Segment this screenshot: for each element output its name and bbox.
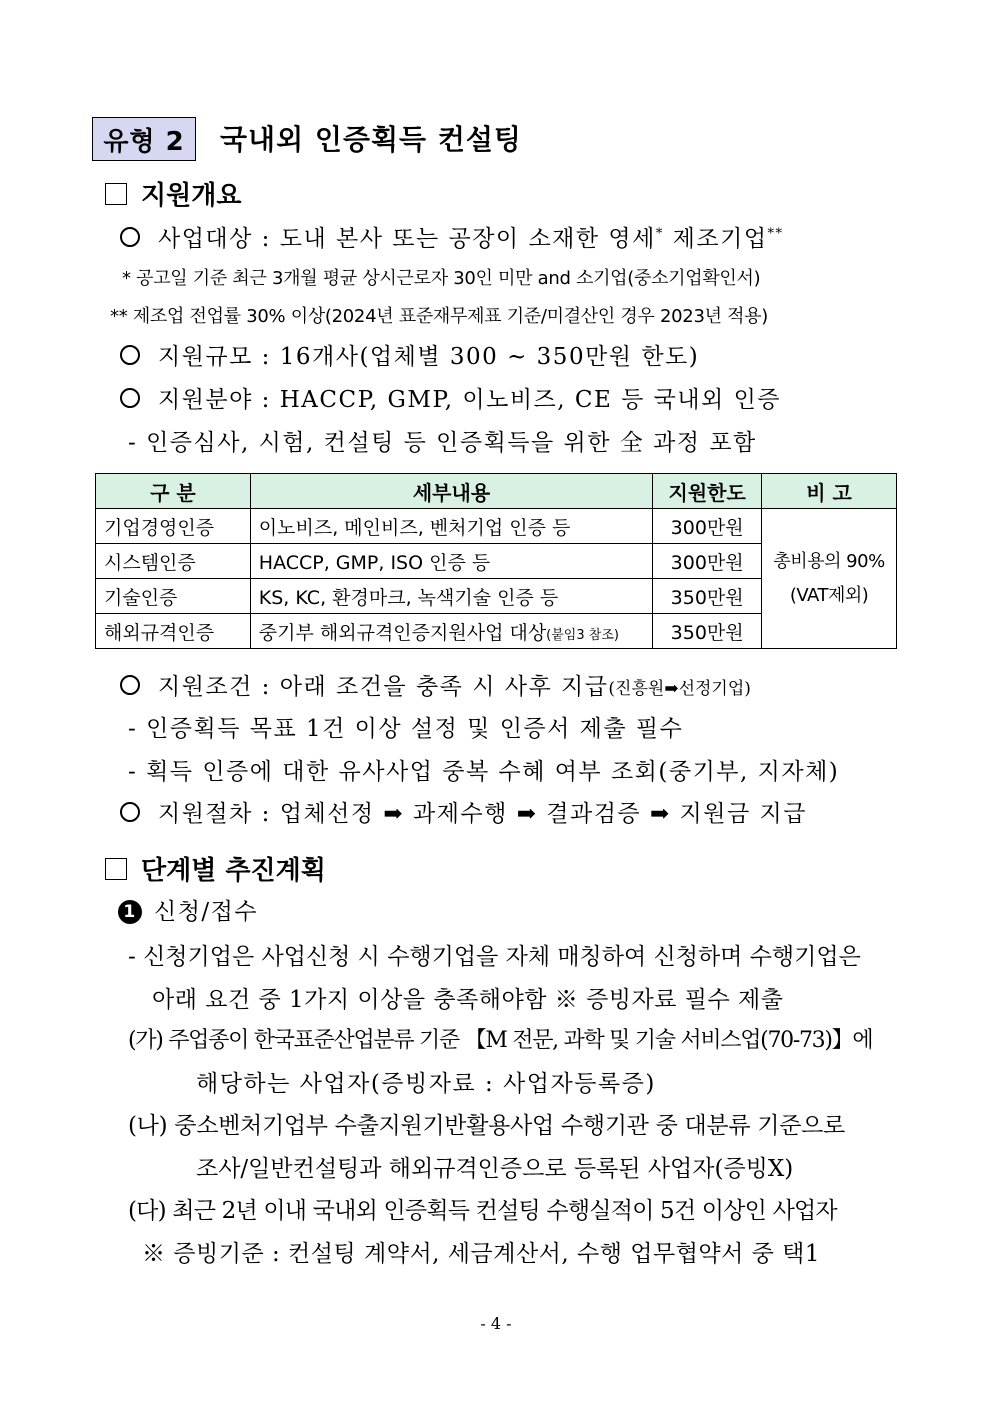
support-table [95, 473, 897, 649]
section-heading-overview [105, 175, 241, 212]
field-text: 지원분야 : HACCP, GMP, 이노비즈, CE 등 국내외 인증 [158, 387, 782, 413]
circle-bullet-icon [120, 345, 140, 365]
conditions-note: (진흥원➡선정기업) [608, 679, 751, 699]
requirement-a-2: 해당하는 사업자(증빙자료 : 사업자등록증) [196, 1071, 656, 1097]
field-line [120, 381, 781, 414]
category-cell: 기업경영인증 [96, 509, 251, 544]
section-heading-text: 지원개요 [141, 181, 242, 211]
table-row [96, 509, 897, 544]
conditions-line [120, 668, 751, 701]
page-title: 국내외 인증획득 컨설팅 [220, 123, 522, 156]
requirement-c: (다) 최근 2년 이내 국내외 인증획득 컨설팅 수행실적이 5건 이상인 사업자 [128, 1198, 837, 1224]
category-cell: 기술인증 [96, 579, 251, 614]
column-header: 구 분 [96, 474, 251, 509]
limit-cell: 300만원 [653, 509, 762, 544]
requirement-a-1: (가) 주업종이 한국표준산업분류 기준 【M 전문, 과학 및 기술 서비스업(70-73)】에 [128, 1028, 873, 1053]
limit-cell: 350만원 [653, 614, 762, 649]
remark-cell [762, 509, 897, 649]
scale-text: 지원규모 : 16개사(업체별 300 ~ 350만원 한도) [158, 344, 700, 370]
type-label-box [92, 117, 196, 161]
step-desc-1: - 신청기업은 사업신청 시 수행기업을 자체 매칭하여 신청하며 수행기업은 [128, 944, 861, 970]
target-text-end: 제조기업 [663, 226, 768, 252]
column-header: 세부내용 [250, 474, 652, 509]
detail-cell [250, 614, 652, 649]
detail-cell: HACCP, GMP, ISO 인증 등 [250, 544, 652, 579]
footnote-2: ** 제조업 전업률 30% 이상(2024년 표준재무제표 기준/미결산인 경우 2023년 적용) [110, 306, 769, 327]
footnote-1: * 공고일 기준 최근 3개월 평균 상시근로자 30인 미만 and 소기업(중소기업확인서) [122, 268, 761, 289]
scale-line [120, 338, 699, 371]
step-title: 신청/접수 [154, 899, 259, 925]
target-line [120, 220, 784, 253]
table-header-row [96, 474, 897, 509]
type-label: 유형 2 [103, 126, 185, 157]
section-heading-plan [105, 850, 326, 887]
column-header: 지원한도 [653, 474, 762, 509]
conditions-text: 지원조건 : 아래 조건을 충족 시 사후 지급 [158, 674, 609, 700]
circle-bullet-icon [120, 388, 140, 408]
circle-bullet-icon [120, 802, 140, 822]
procedure-text: 지원절차 : 업체선정 ➡ 과제수행 ➡ 결과검증 ➡ 지원금 지급 [158, 801, 807, 827]
step-desc-2: 아래 요건 중 1가지 이상을 충족해야함 ※ 증빙자료 필수 제출 [152, 987, 784, 1013]
footnote-mark: ** [767, 226, 784, 242]
conditions-sub-2: - 획득 인증에 대한 유사사업 중복 수혜 여부 조회(중기부, 지자체) [128, 759, 840, 785]
step-number-badge: 1 [118, 900, 142, 924]
field-sub-line: - 인증심사, 시험, 컨설팅 등 인증획득을 위한 全 과정 포함 [128, 430, 757, 456]
procedure-line [120, 795, 807, 828]
column-header: 비 고 [762, 474, 897, 509]
detail-cell: 이노비즈, 메인비즈, 벤처기업 인증 등 [250, 509, 652, 544]
circle-bullet-icon [120, 675, 140, 695]
section-heading-text: 단계별 추진계획 [141, 856, 326, 886]
limit-cell: 300만원 [653, 544, 762, 579]
detail-text: 중기부 해외규격인증지원사업 대상 [258, 621, 547, 644]
category-cell: 해외규격인증 [96, 614, 251, 649]
detail-note: (붙임3 참조) [546, 627, 619, 643]
footnote-mark: * [655, 226, 664, 242]
checkbox-square-icon [105, 183, 127, 205]
category-cell: 시스템인증 [96, 544, 251, 579]
conditions-sub-1: - 인증획득 목표 1건 이상 설정 및 인증서 제출 필수 [128, 716, 684, 742]
step-1-heading [118, 893, 258, 926]
limit-cell: 350만원 [653, 579, 762, 614]
target-text: 사업대상 : 도내 본사 또는 공장이 소재한 영세 [158, 226, 656, 252]
requirement-b-1: (나) 중소벤처기업부 수출지원기반활용사업 수행기관 중 대분류 기준으로 [128, 1113, 845, 1139]
requirement-b-2: 조사/일반컨설팅과 해외규격인증으로 등록된 사업자(증빙X) [196, 1156, 794, 1182]
detail-cell: KS, KC, 환경마크, 녹색기술 인증 등 [250, 579, 652, 614]
remark-line: (VAT제외) [789, 584, 869, 606]
remark-line: 총비용의 90% [773, 550, 885, 572]
page-number: - 4 - [480, 1314, 512, 1333]
checkbox-square-icon [105, 858, 127, 880]
circle-bullet-icon [120, 227, 140, 247]
evidence-note: ※ 증빙기준 : 컨설팅 계약서, 세금계산서, 수행 업무협약서 중 택1 [142, 1241, 821, 1267]
